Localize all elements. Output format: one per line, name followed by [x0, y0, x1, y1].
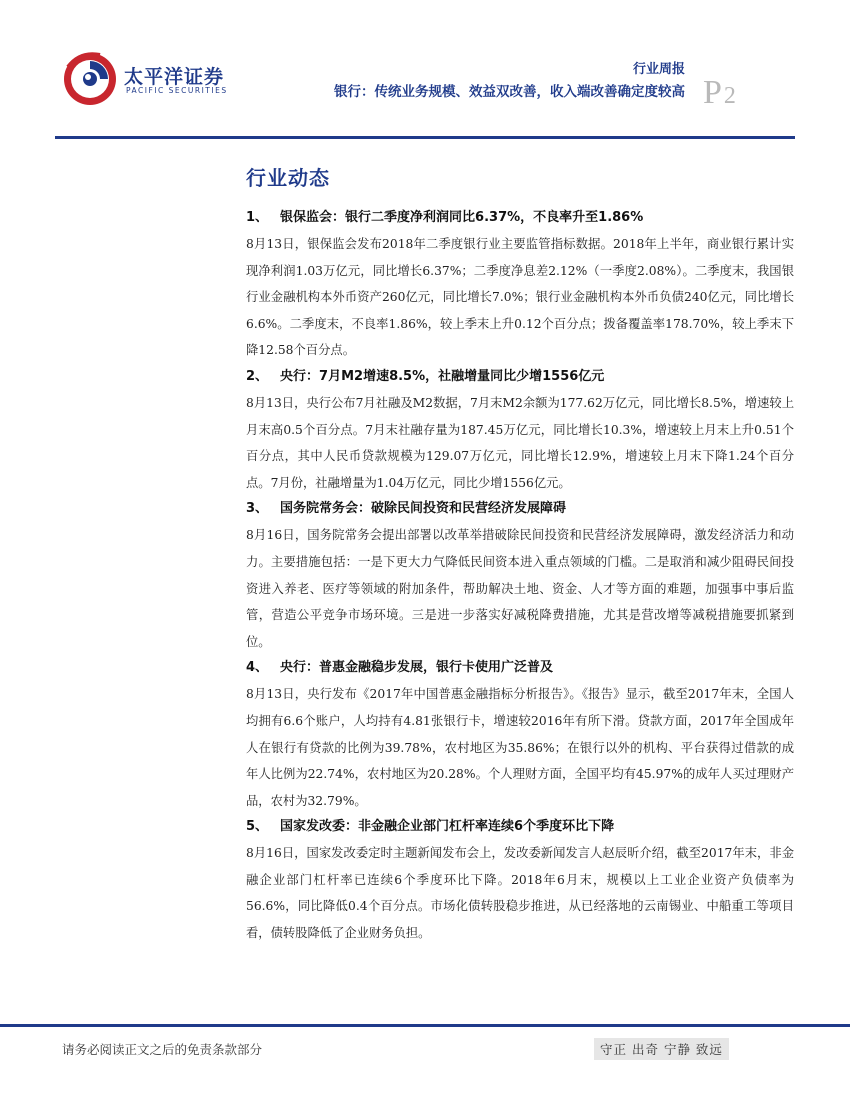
news-item-heading: [246, 814, 794, 840]
news-item-heading: [246, 655, 794, 681]
news-item-body: 8月13日，央行发布《2017年中国普惠金融指标分析报告》。《报告》显示，截至2017年末，全国人均拥有6.6个账户，人均持有4.81张银行卡，增速较2016年有所下滑。贷款方面，2017年全国成年人在银行有贷款的比例为39.78%，农村地区为35.86%；在银行以外的机构、平台获得过借款的成年人比例为22.74%，农村地区为20.28%。个人理财方面，全国平均有45.97%的成年人买过理财产品，农村为32.79%。: [246, 687, 794, 808]
page-header: [0, 0, 850, 140]
report-type-label: 行业周报: [632, 62, 685, 77]
news-item-title: 银保监会：银行二季度净利润同比6.37%，不良率升至1.86%: [280, 210, 644, 225]
news-item-title: 央行：7月M2增速8.5%，社融增量同比少增1556亿元: [280, 368, 605, 384]
news-item-index: 1、: [246, 210, 269, 225]
news-item-index: 5、: [246, 819, 269, 835]
page-prefix: P: [703, 74, 722, 111]
news-item-title: 国务院常务会：破除民间投资和民营经济发展障碍: [280, 501, 567, 517]
news-item-index: 3、: [246, 501, 269, 517]
news-item: [246, 364, 794, 496]
page-number-value: 2: [723, 83, 736, 109]
footer-motto: 守正 出奇 宁静 致远: [594, 1038, 729, 1060]
news-item: [246, 655, 794, 814]
footer-disclaimer: 请务必阅读正文之后的免责条款部分: [62, 1042, 263, 1057]
page-number: [703, 74, 736, 112]
news-item-index: 2、: [246, 368, 269, 384]
header-divider: [55, 136, 795, 139]
news-item-title: 央行：普惠金融稳步发展，银行卡使用广泛普及: [280, 660, 554, 676]
news-item-body: 8月13日，银保监会发布2018年二季度银行业主要监管指标数据。2018年上半年，商业银行累计实现净利润1.03万亿元，同比增长6.37%；二季度净息差2.12%（一季度2.08%）。二季度末，我国银行业金融机构本外币资产260亿元，同比增长7.0%；银行业金融机构本外币负债240亿元，同比增长6.6%。二季度末，不良率1.86%，较上季末上升0.12个百分点；拨备覆盖率178.70%，较上季末下降12.58个百分点。: [246, 237, 794, 358]
news-item-body: 8月16日，国家发改委定时主题新闻发布会上，发改委新闻发言人赵辰昕介绍，截至2017年末，非金融企业部门杠杆率已连续6个季度环比下降。2018年6月末，规模以上工业企业资产负债率为56.6%，同比降低0.4个百分点。市场化债转股稳步推进，从已经落地的云南锡业、中船重工等项目看，债转股降低了企业财务负担。: [246, 846, 794, 941]
section-title: 行业动态: [246, 166, 330, 190]
news-item-heading: [246, 364, 794, 390]
news-item-title: 国家发改委：非金融企业部门杠杆率连续6个季度环比下降: [280, 819, 615, 835]
news-item-body: 8月13日，央行公布7月社融及M2数据，7月末M2余额为177.62万亿元，同比增长8.5%，增速较上月末高0.5个百分点。7月末社融存量为187.45万亿元，同比增长10.3%，增速较上月末上升0.51个百分点，其中人民币贷款规模为129.07万亿元，同比增长12.9%，增速较上月末下降1.24个百分点。7月份，社融增量为1.04万亿元，同比少增1556亿元。: [246, 395, 794, 490]
main-content: [246, 162, 794, 947]
news-item-body: 8月16日，国务院常务会提出部署以改革举措破除民间投资和民营经济发展障碍，激发经济活力和动力。主要措施包括：一是下更大力气降低民间资本进入重点领域的门槛。二是取消和减少阻碍民间投资进入养老、医疗等领域的附加条件，帮助解决土地、资金、人才等方面的难题，加强事中事后监管，营造公平竞争市场环境。三是进一步落实好减税降费措施，尤其是营改增等减税措施要抓紧到位。: [246, 528, 794, 649]
news-item-heading: [246, 205, 794, 231]
report-title: 银行：传统业务规模、效益双改善，收入端改善确定度较高: [334, 84, 685, 100]
news-item: [246, 814, 794, 946]
logo-english-name: PACIFIC SECURITIES: [126, 86, 228, 95]
logo-chinese-name: 太平洋证券: [124, 66, 225, 88]
news-item: [246, 496, 794, 655]
news-item: [246, 205, 794, 364]
footer-divider: [0, 1024, 850, 1027]
news-item-index: 4、: [246, 660, 269, 676]
news-item-heading: [246, 496, 794, 522]
pacific-securities-logo-icon: [60, 47, 120, 107]
